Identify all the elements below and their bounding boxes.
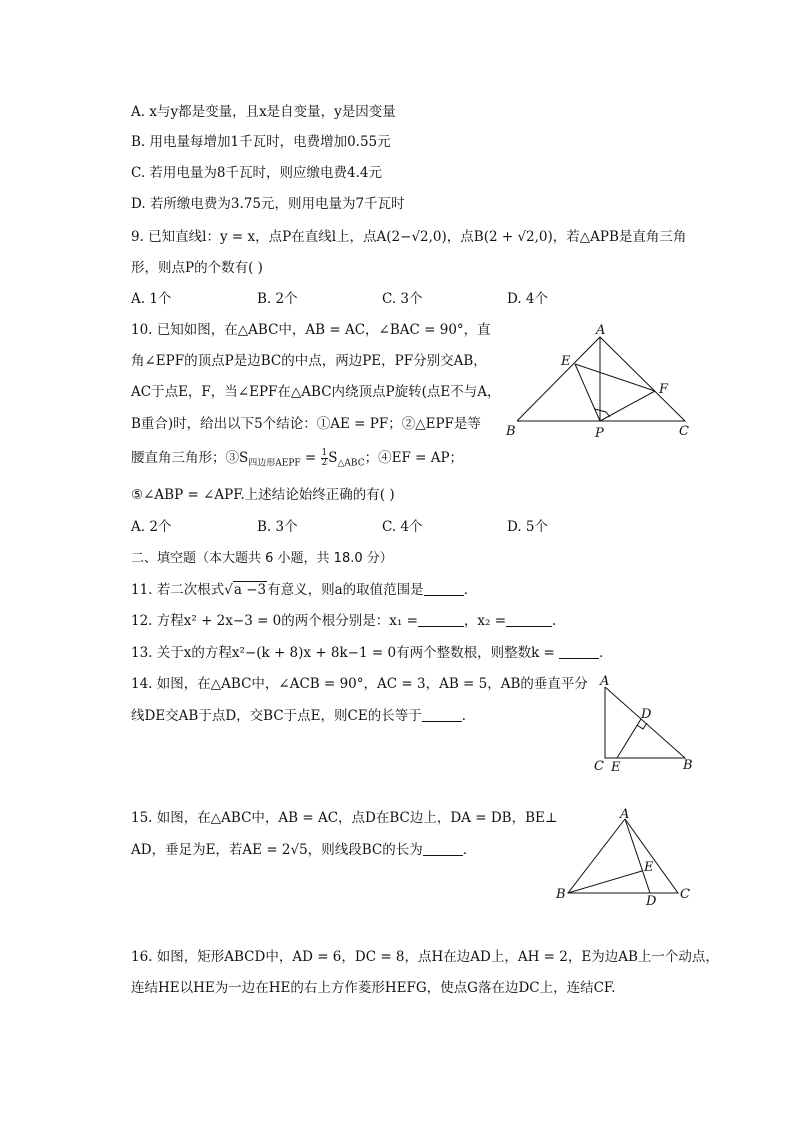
q9-stem-line1: 9. 已知直线l：y = x，点P在直线l上，点A(2−√2,0)，点B(2 + √2,0)，若△APB是直角三角 <box>131 229 687 245</box>
q15-text: AD，垂足为E，若AE = 2√5，则线段BC的长为 <box>131 842 423 858</box>
q15-figure <box>550 806 700 911</box>
q9-options <box>131 289 691 309</box>
q10-option-c: C. 4个 <box>382 519 423 535</box>
q14-stem-line2 <box>131 706 475 726</box>
q16-stem-line1: 16. 如图，矩形ABCD中，AD = 6，DC = 8，点H在边AD上，AH = 2，E为边AB上一个动点， <box>131 949 719 965</box>
q10-segment-pf <box>600 391 655 421</box>
q13-answer-blank[interactable] <box>559 644 599 659</box>
q10-option-a: A. 2个 <box>131 519 172 535</box>
q14-label-c: C <box>594 759 604 774</box>
q10-conclusion4: ；④EF = AP； <box>364 450 464 466</box>
q10-tri-subscript: △ABC <box>337 458 365 469</box>
q15-label-e: E <box>644 860 654 875</box>
q8-option-c: C. 若用电量为8千瓦时，则应缴电费4.4元 <box>131 165 382 181</box>
q14-triangle-abc <box>605 687 685 758</box>
q10-equals: = <box>300 450 321 466</box>
q14-stem-line1: 14. 如图，在△ABC中，∠ACB = 90°，AC = 3，AB = 5，AB的垂直平分 <box>131 676 588 692</box>
q11-answer-blank[interactable] <box>424 581 464 596</box>
q11-prefix: 11. 若二次根式√ <box>131 582 233 598</box>
q13-line <box>131 643 613 663</box>
q10-stem-line5 <box>131 448 463 474</box>
q12-line <box>131 611 556 631</box>
q10-segment-ef <box>575 364 655 391</box>
q12-prefix: 12. 方程x² + 2x−3 = 0的两个根分别是：x₁ = <box>131 613 418 629</box>
q8-option-d: D. 若所缴电费为3.75元，则用电量为7千瓦时 <box>131 196 405 212</box>
q14-label-d: D <box>641 707 652 722</box>
q9-option-a: A. 1个 <box>131 291 172 307</box>
q10-label-b: B <box>506 424 516 439</box>
q10-stem-line4: B重合)时，给出以下5个结论：①AE = PF；②△EPF是等 <box>131 416 481 432</box>
q10-stem-line1: 10. 已知如图，在△ABC中，AB = AC，∠BAC = 90°，直 <box>131 322 491 338</box>
q15-segment-be <box>568 871 642 893</box>
q10-label-c: C <box>679 424 689 439</box>
q15-label-a: A <box>620 807 630 822</box>
section-fill-in-heading: 二、填空题（本大题共 6 小题，共 18.0 分） <box>131 551 393 566</box>
q10-area-symbol: S <box>328 450 338 466</box>
q10-option-b: B. 3个 <box>257 519 298 535</box>
q12-answer-blank-x1[interactable] <box>418 612 464 627</box>
q14-end: ． <box>461 708 476 724</box>
q15-end: ． <box>462 842 477 858</box>
q14-label-e: E <box>611 760 621 775</box>
q15-stem-line1: 15. 如图，在△ABC中，AB = AC，点D在BC边上，DA = DB，BE⊥ <box>131 810 558 826</box>
q10-conclusion3-label: 腰直角三角形；③S <box>131 450 249 466</box>
q10-stem-line6: ⑤∠ABP = ∠APF.上述结论始终正确的有( ) <box>131 487 395 503</box>
q11-line <box>131 580 477 600</box>
q11-radicand: a −3 <box>233 582 267 598</box>
q10-segment-pe <box>575 364 600 421</box>
q12-end: . <box>552 613 557 629</box>
q10-label-a: A <box>596 323 606 338</box>
q10-stem-line3: AC于点E，F，当∠EPF在△ABC内绕顶点P旋转(点E不与A， <box>131 384 501 400</box>
q10-label-f: F <box>659 382 669 397</box>
q15-label-c: C <box>680 887 690 902</box>
q12-mid: ，x₂ = <box>463 613 507 629</box>
q15-stem-line2 <box>131 840 476 860</box>
q9-option-c: C. 3个 <box>382 291 423 307</box>
q8-option-a: A. x与y都是变量，且x是自变量，y是因变量 <box>131 104 396 120</box>
q10-figure <box>500 320 700 445</box>
q13-prefix: 13. 关于x的方程x²−(k + 8)x + 8k−1 = 0有两个整数根，则整数k = <box>131 645 560 661</box>
q15-segment-ad <box>625 819 650 893</box>
q10-options <box>131 517 691 537</box>
q10-triangle-abc <box>517 337 685 421</box>
q10-frac-denominator: 2 <box>321 458 328 468</box>
q10-stem-line2: 角∠EPF的顶点P是边BC的中点，两边PE，PF分别交AB， <box>131 353 487 369</box>
q10-label-p: P <box>595 426 604 441</box>
q14-label-b: B <box>683 758 693 773</box>
q10-quad-subscript: 四边形AEPF <box>248 458 301 469</box>
q9-option-d: D. 4个 <box>507 291 549 307</box>
q14-label-a: A <box>600 674 610 689</box>
q8-option-b: B. 用电量每增加1千瓦时，电费增加0.55元 <box>131 134 391 150</box>
q15-label-d: D <box>646 894 657 909</box>
q15-triangle-abc <box>568 819 678 893</box>
q11-end: ． <box>463 582 478 598</box>
q15-answer-blank[interactable] <box>423 841 463 856</box>
q9-option-b: B. 2个 <box>257 291 298 307</box>
q14-figure <box>590 672 700 777</box>
q13-end: ． <box>599 645 613 661</box>
q14-text: 线DE交AB于点D，交BC于点E，则CE的长等于 <box>131 708 422 724</box>
q16-stem-line2: 连结HE以HE为一边在HE的右上方作菱形HEFG，使点G落在边DC上，连结CF. <box>131 980 616 996</box>
q10-option-d: D. 5个 <box>507 519 549 535</box>
q11-text: 有意义，则a的取值范围是 <box>267 582 424 598</box>
q10-label-e: E <box>561 354 571 369</box>
q12-answer-blank-x2[interactable] <box>506 612 552 627</box>
q15-label-b: B <box>556 887 566 902</box>
q9-stem-line2: 形，则点P的个数有( ) <box>131 260 263 276</box>
q10-frac-numerator: 1 <box>321 448 328 458</box>
q14-answer-blank[interactable] <box>422 707 462 722</box>
